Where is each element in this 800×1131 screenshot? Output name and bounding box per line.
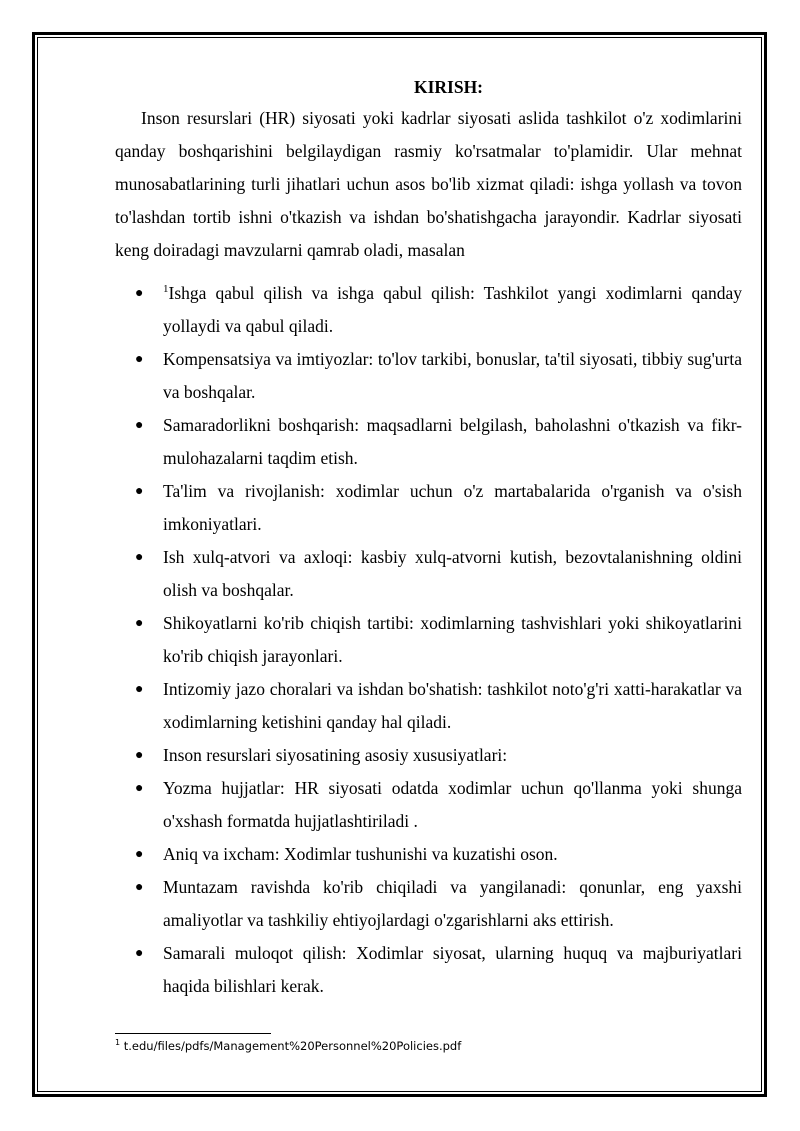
bullet-icon: ● [135, 616, 144, 631]
list-item-text: Kompensatsiya va imtiyozlar: to'lov tarkibi, bonuslar, ta'til siyosati, tibbiy sug'urta va boshqalar. [163, 349, 742, 402]
bullet-icon: ● [135, 946, 144, 961]
list-item-text: Shikoyatlarni ko'rib chiqish tartibi: xodimlarning tashvishlari yoki shikoyatlarini ko'rib chiqish jarayonlari. [163, 613, 742, 666]
footnote-reference[interactable]: 1 [163, 283, 169, 296]
list-item [115, 871, 742, 937]
bullet-icon: ● [135, 880, 144, 895]
bullet-icon: ● [135, 352, 144, 367]
list-item-text: Yozma hujjatlar: HR siyosati odatda xodimlar uchun qo'llanma yoki shunga o'xshash formatda hujjatlashtiriladi . [163, 778, 742, 831]
list-item-text: Aniq va ixcham: Xodimlar tushunishi va kuzatishi oson. [163, 844, 558, 864]
list-item [115, 277, 742, 343]
list-item [115, 409, 742, 475]
list-item-text: Inson resurslari siyosatining asosiy xususiyatlari: [163, 745, 508, 765]
intro-paragraph: Inson resurslari (HR) siyosati yoki kadrlar siyosati aslida tashkilot o'z xodimlarini qanday boshqarishini belgilaydigan rasmiy ko'rsatmalar to'plamidir. Ular mehnat munosabatlarining turli jihatlari uchun asos bo'lib xizmat qiladi: ishga yollash va tovon to'lashdan tortib ishni o'tkazish va ishdan bo'shatishgacha jarayondir. Kadrlar siyosati keng doiradagi mavzularni qamrab oladi, masalan [115, 108, 742, 260]
footnote-marker: 1 [115, 1038, 121, 1048]
footnote [115, 1038, 461, 1054]
list-item-text: Samarali muloqot qilish: Xodimlar siyosat, ularning huquq va majburiyatlari haqida bilishlari kerak. [163, 943, 742, 996]
list-item [115, 475, 742, 541]
bullet-icon: ● [135, 847, 144, 862]
list-item-text: Muntazam ravishda ko'rib chiqiladi va yangilanadi: qonunlar, eng yaxshi amaliyotlar va tashkiliy ehtiyojlardagi o'zgarishlarni aks ettirish. [163, 877, 742, 930]
bullet-icon: ● [135, 550, 144, 565]
list-item-text: Intizomiy jazo choralari va ishdan bo'shatish: tashkilot noto'g'ri xatti-harakatlar va xodimlarning ketishini qanday hal qiladi. [163, 679, 742, 732]
bullet-icon: ● [135, 781, 144, 796]
bullet-list [115, 277, 742, 1003]
footnote-text[interactable]: t.edu/files/pdfs/Management%20Personnel%20Policies.pdf [120, 1039, 462, 1053]
list-item-text: Samaradorlikni boshqarish: maqsadlarni belgilash, baholashni o'tkazish va fikr-mulohazalarni taqdim etish. [163, 415, 742, 468]
list-item [115, 343, 742, 409]
list-item [115, 541, 742, 607]
footnote-separator [115, 1033, 271, 1034]
list-item [115, 673, 742, 739]
list-item-text: Ishga qabul qilish va ishga qabul qilish: Tashkilot yangi xodimlarni qanday yollaydi va qabul qiladi. [163, 283, 742, 336]
list-item [115, 838, 742, 871]
page-title: KIRISH: [413, 77, 484, 97]
bullet-icon: ● [135, 418, 144, 433]
bullet-icon: ● [135, 286, 144, 301]
list-item [115, 739, 742, 772]
list-item [115, 607, 742, 673]
bullet-icon: ● [135, 682, 144, 697]
document-body [115, 72, 742, 1003]
list-item-text: Ta'lim va rivojlanish: xodimlar uchun o'z martabalarida o'rganish va o'sish imkoniyatlari. [163, 481, 742, 534]
list-item [115, 772, 742, 838]
list-item [115, 937, 742, 1003]
bullet-icon: ● [135, 748, 144, 763]
list-item-text: Ish xulq-atvori va axloqi: kasbiy xulq-atvorni kutish, bezovtalanishning oldini olish va boshqalar. [163, 547, 742, 600]
bullet-icon: ● [135, 484, 144, 499]
